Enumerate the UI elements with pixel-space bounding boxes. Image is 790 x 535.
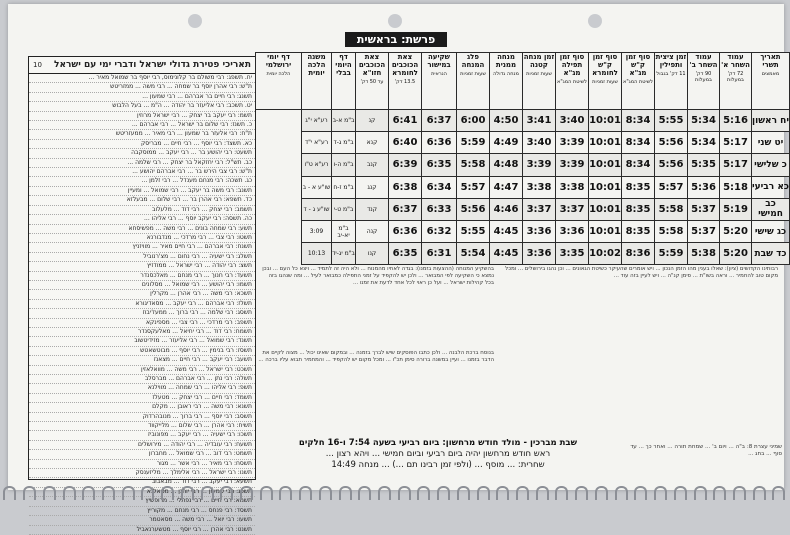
column-header-sub: 72 דק' במעלות (727, 71, 744, 83)
column-header (622, 53, 655, 110)
time-cell: 10:01 (589, 154, 622, 176)
time-cell: 3:40 (556, 110, 589, 132)
memorial-entry: כב. תש"ל: רבי יחזקאל בר יצחק ... רבי שלמה ... (29, 159, 255, 168)
hebrew-date: כג (776, 226, 787, 237)
time-cell: 3:40 (523, 132, 556, 154)
time-cell: 3:39 (556, 132, 589, 154)
memorial-entry: תשסב: רבי יוסף ... רבי ברוך ... מנובהרדוק (29, 413, 255, 422)
time-cell: 6:40 (389, 132, 422, 154)
time-cell: 5:20 (720, 243, 752, 265)
time-cell: 6:36 (422, 132, 457, 154)
time-cell: 5:55 (655, 110, 688, 132)
time-cell: 6:41 (389, 110, 422, 132)
column-header-title: סוף זמן תפילה מג"א (559, 53, 585, 77)
hebrew-date: כא (777, 182, 789, 193)
notes-middle (258, 350, 494, 434)
study-cell: ב"מ ט-י (332, 198, 356, 220)
time-cell: 4:48 (490, 154, 523, 176)
memorial-entry: תשנג: רבי חיים בר אברהם ... רבי שמעון ... (29, 93, 255, 102)
table-row (256, 243, 790, 265)
memorial-entry: תשפ: רבי אליהו ... רבי שמחה ... מווילנא (29, 384, 255, 393)
date-cell (752, 198, 790, 220)
column-header-title: זמן ציצית ותפילין (655, 53, 687, 69)
parasha-header (8, 30, 784, 48)
time-cell: 5:58 (655, 198, 688, 220)
hebrew-date: יט (774, 137, 784, 148)
table-row (256, 198, 790, 220)
study-cell: קנ (356, 110, 389, 132)
column-header-title: סוף זמן ק"ש מג"א (625, 53, 651, 77)
study-cell: ב"מ ה-ו (332, 154, 356, 176)
shabbat-line-3: שחרית: ... מוסף ... (ולפי זמן רבינו תם ...) ... מנחה 14:49 (331, 460, 545, 470)
weekday: שבת (754, 248, 773, 259)
memorial-column (28, 56, 256, 533)
study-cell: קנד (356, 198, 389, 220)
study-cell: שו"ע ג - ד (302, 198, 332, 220)
memorial-entry: תשמ: רבי יעקב בר יצחק ... רבי ישראל מרוזין (29, 112, 255, 121)
table-row (256, 220, 790, 242)
column-header-sub: 90 דק' במעלות (695, 71, 712, 83)
time-cell: 6:34 (422, 176, 457, 198)
time-cell: 5:37 (688, 220, 720, 242)
date-cell (752, 220, 790, 242)
time-cell: 5:36 (688, 176, 720, 198)
time-cell: 5:56 (655, 132, 688, 154)
time-cell: 3:39 (556, 154, 589, 176)
memorial-entry: תשמח: רבי דוד ... רבי יחיאל ... מאלעקסנדר (29, 328, 255, 337)
time-cell: 6:35 (422, 154, 457, 176)
column-header (256, 53, 302, 110)
time-cell: 5:38 (688, 243, 720, 265)
study-cell: רע"א י"ג (302, 110, 332, 132)
time-cell: 6:32 (422, 220, 457, 242)
time-cell: 5:18 (720, 176, 752, 198)
time-cell: 5:58 (457, 154, 490, 176)
study-cell: 3:09 (302, 220, 332, 242)
memorial-entry: יט. תשכב: רבי אליעזר בר יהודה ... ה"מ ... בעל הלבוש (29, 102, 255, 111)
time-cell: 5:34 (688, 110, 720, 132)
time-cell: 6:33 (422, 198, 457, 220)
corner-note (624, 444, 782, 484)
memorial-entry: תשלז: רבי אברהם ... רבי יעקב ... מסאדיגורא (29, 300, 255, 309)
time-cell: 3:39 (523, 154, 556, 176)
memorial-entry: כ. תשנז: רבי שלום בר ישראל ... רבי אברהם ... (29, 121, 255, 130)
memorial-entry: ת"ש: רבי צבי הירש בר ... רבי אברהם יהושע ... (29, 168, 255, 177)
study-cell: שו"ע א - ב (302, 176, 332, 198)
time-cell: 6:31 (422, 243, 457, 265)
time-cell: 6:38 (389, 176, 422, 198)
study-cell: ב"מ יא-יב (332, 220, 356, 242)
study-cell: רע"א י"ד (302, 132, 332, 154)
binder-hole (188, 14, 202, 28)
memorial-entry: תשעו: רבי יואל ... רבי משה ... מסאטמר (29, 516, 255, 525)
memorial-entry: תשכא: רבי משה ... רבי אהרן ... מקרלין (29, 290, 255, 299)
memorial-entry: תשצ: רבי יהודה ... רבי ישראל ... ממודזיץ (29, 262, 255, 271)
memorial-entry: תשמא: רבי חיים ... רבי נפתלי ... מרופשיץ (29, 497, 255, 506)
time-cell: 6:37 (422, 110, 457, 132)
memorial-entry: יח. תשפג: רבי משולם בר קלונימוס, רבי יוסף בר שמואל מאיר ... (29, 74, 255, 83)
time-cell: 3:36 (523, 220, 556, 242)
memorial-entry: תשעד: רבי חנוך ... רבי מנחם ... מאלכסנדר (29, 272, 255, 281)
time-cell: 5:35 (688, 154, 720, 176)
time-cell: 5:34 (688, 132, 720, 154)
memorial-entry: תשע: רבי שמחה בונים ... רבי משה ... מפשיסחא (29, 225, 255, 234)
time-cell: 5:56 (457, 198, 490, 220)
weekday: חמישי (758, 209, 783, 220)
notes-middle-text: בנוסח ברכת הלבנה ... ולכן כתבו הפוסקים שיש לברך בזמנה ... ובמקום שאינו יכול ... מצוה לקיים את הדבר בזמנו ... ועיין במשנה ברורה סימן תכ"ו ... ומכל מקום יש להקפיד ... והמחמיר תבוא עליו ברכה ... (258, 350, 494, 363)
memorial-entry: כג. תשכה: רבי מנחם מענדל ... רבי זלמן ... (29, 177, 255, 186)
column-header (655, 53, 688, 110)
memorial-entry: ת"ש: רבי אהרן יוסף בר שמחה ... רבי משה ... ממזריטש (29, 83, 255, 92)
column-header-title: צאת הכוכבים חזו"א (358, 53, 386, 77)
column-header-sub: מנחה גדולה (493, 71, 519, 77)
column-header-sub: הלכה יומית (266, 71, 291, 77)
study-cell: ב"מ ז-ח (332, 176, 356, 198)
column-header-title: זמן מנחה קטנה (523, 53, 555, 69)
column-header-title: תאריך תשרי (760, 53, 781, 69)
memorial-entry: תשפב: רבי מרדכי ... רבי צבי ... מספינקא (29, 319, 255, 328)
time-cell: 10:01 (589, 110, 622, 132)
time-cell: 5:17 (720, 132, 752, 154)
study-cell: ב"מ יג-יד (332, 243, 356, 265)
page-number: 10 (33, 60, 42, 69)
study-cell: קנב (356, 154, 389, 176)
time-cell: 4:47 (490, 176, 523, 198)
memorial-title: תאריכי פטירת גדולי ישראל ודברי ימי עם ישראל (54, 59, 251, 70)
column-header-title: דף היומי בבלי (335, 53, 352, 77)
column-header (556, 53, 589, 110)
time-cell: 10:02 (589, 243, 622, 265)
hebrew-date: יח (780, 115, 789, 126)
time-cell: 6:00 (457, 110, 490, 132)
weekday: שני (757, 137, 772, 148)
time-cell: 3:36 (556, 220, 589, 242)
time-cell: 5:17 (720, 154, 752, 176)
time-cell: 8:34 (622, 132, 655, 154)
spiral-binding (0, 488, 789, 500)
weekday: ראשון (752, 115, 777, 126)
memorial-entry: תשמד: רבי חיים ... רבי יצחק ... מטעלז (29, 394, 255, 403)
column-header (422, 53, 457, 110)
memorial-entry: תשסג: רבי שלמה ... רבי ברוך ... ממעז'יבוז (29, 309, 255, 318)
memorial-entry: תשלג: רבי ישעיה ... רבי נחום ... מצ'רנוביל (29, 253, 255, 262)
time-cell: 5:19 (720, 198, 752, 220)
column-header-title: מנחה ממנית (495, 53, 517, 69)
column-header (720, 53, 752, 110)
memorial-entry: כד. תשפא: רבי אהרן בר ... רבי שלום ... מבעלזא (29, 196, 255, 205)
corner-note-text: שמיני עצרת 8: ב"ה ... ויום ב' ... שמחת תורה ... ואחר כך ... עד סוף ... בחג ... (630, 444, 782, 457)
parasha-title: פרשת: בראשית (345, 32, 447, 47)
notes-left-text: בהשקיע המנוחה (ההצעות בזמנו): בגדה לאחיו מהמנוח ... ולא היה זה לתמיד ... ויצא כל העם ... ובכן נמצא כי השקיעה לפי המבואר ... ולכן יש להקפיד על זמני התפילה כמבואר לעיל ... ומה שנהגו בזה בכל קהילות ישראל ... ועל כן ראוי לכל אחד לדעת את זמנו ... (262, 266, 494, 286)
time-cell: 5:20 (720, 220, 752, 242)
notes-right-text: רבותינו הקדושים (ציון): שאלו בענין מהו הזמן הנכון ... ויש אומרים שהעיקר כשיטת הגאונים ... וכן נהגו בירושלים ... ומכל מקום טוב להחמיר ... וראה בשו"ת ... סימן קנ"ה ... ויש לעיין בזה עוד ... (505, 266, 778, 279)
column-header (523, 53, 556, 110)
memorial-entry: תשטו: רבי צבי ... רבי מרדכי ... מנדבורנא (29, 234, 255, 243)
column-header-sub: 13.5 דק' (394, 79, 416, 85)
column-header-sub: לשיטת המג"א (623, 79, 653, 85)
column-header (302, 53, 332, 110)
time-cell: 8:34 (622, 154, 655, 176)
column-header-title: עמוד השחר א' (721, 53, 750, 69)
memorial-entry: תשסח: רבי מאיר ... רבי אשר ... מגור (29, 460, 255, 469)
notes-left (258, 266, 494, 346)
memorial-entry: תשכו: רבי ישעיה ... רבי יעקב ... מפונוביז (29, 431, 255, 440)
time-cell: 8:36 (622, 243, 655, 265)
date-cell (752, 132, 790, 154)
time-cell: 3:35 (556, 243, 589, 265)
column-header-sub: שעות זמניות (592, 79, 618, 85)
memorial-entry: תשנו: רבי ישראל ... רבי אלימלך ... מליזענסק (29, 469, 255, 478)
shabbat-line-1: שבת מברכין - מולד חודש מרחשון: ביום רביעי בשעה 7:54 ו-16 חלקים (298, 438, 578, 448)
date-cell (752, 154, 790, 176)
memorial-entry: תשנב: רבי משה בר יעקב ... רבי שמואל ... ומעיין (29, 187, 255, 196)
memorial-entry: תשסז: רבי בנימין ... רבי יוסף ... מבוטשאטש (29, 347, 255, 356)
date-cell (752, 110, 790, 132)
column-header-title: עמוד השחר ב' (689, 53, 718, 69)
memorial-entry: תשעא: רבי יעקב ... רבי דוד ... מבאבוב (29, 478, 255, 487)
memorial-entry: תשנא: רבי משה ... רבי ראובן ... מקלם (29, 403, 255, 412)
table-header-row (256, 53, 790, 110)
column-header-title: משנה הלכה יומית (307, 53, 326, 77)
study-cell: קנו (356, 243, 389, 265)
time-cell: 5:58 (655, 220, 688, 242)
time-cell: 5:59 (655, 243, 688, 265)
date-cell (752, 176, 790, 198)
table-row (256, 110, 790, 132)
hebrew-date: כב (765, 199, 776, 210)
memorial-entry: תשעח: רבי עובדיה ... רבי יהודה ... מירושלים (29, 441, 255, 450)
notes-right (500, 266, 778, 434)
column-header-sub: מאמצים (761, 71, 780, 77)
memorial-entry: תשכג: רבי שמעון ... רבי יוחנן ... מטאלנא (29, 488, 255, 497)
time-cell: 10:01 (589, 132, 622, 154)
time-cell: 6:37 (389, 198, 422, 220)
column-header (457, 53, 490, 110)
shabbat-mevarchim-box (258, 438, 618, 482)
study-cell: 10:13 (302, 243, 332, 265)
memorial-entry: תשמב: רבי יצחק ... רבי דוד ... מלעלוב (29, 206, 255, 215)
memorial-entry: כה. תשסה: רבי יעקב יוסף ... רבי אליהו ... (29, 215, 255, 224)
memorial-entry: תשמו: רבי יהושע ... רבי שמואל ... מסלונים (29, 281, 255, 290)
weekday: שישי (754, 226, 774, 237)
memorial-entry: תשיח: רבי אהרן ... רבי שלום ... מלייקווד (29, 422, 255, 431)
column-header (490, 53, 523, 110)
time-cell: 6:36 (389, 220, 422, 242)
calendar-page (8, 4, 789, 533)
memorial-entry: תשלה: רבי נתן ... רבי אברהם ... מברסלב (29, 375, 255, 384)
memorial-entry: תשנד: רבי שמואל ... רבי אליעזר ... מזידיטשוב (29, 337, 255, 346)
study-cell: קנא (356, 132, 389, 154)
column-header (356, 53, 389, 110)
time-cell: 10:01 (589, 198, 622, 220)
time-cell: 3:41 (523, 110, 556, 132)
memorial-list (29, 74, 255, 535)
weekday: שלישי (754, 159, 779, 170)
time-cell: 5:55 (457, 220, 490, 242)
time-cell: 3:36 (523, 243, 556, 265)
time-cell: 4:45 (490, 220, 523, 242)
table-body (256, 110, 790, 265)
memorial-entry: ת"ח: רבי אלעזר בר שמעון ... רבי מאיר ... ממעזריטש (29, 130, 255, 139)
weekday: רביעי (752, 182, 775, 193)
time-cell: 5:59 (457, 132, 490, 154)
time-cell: 10:01 (589, 176, 622, 198)
column-header-sub: 11 דק' בגבול (656, 71, 686, 77)
time-cell: 6:39 (389, 154, 422, 176)
column-header-title: פלג המנחה (461, 53, 485, 69)
time-cell: 5:16 (720, 110, 752, 132)
time-cell: 5:57 (457, 176, 490, 198)
hebrew-date: כד (776, 248, 787, 259)
table-row (256, 154, 790, 176)
time-cell: 4:50 (490, 110, 523, 132)
table-row (256, 176, 790, 198)
study-cell: קנג (356, 176, 389, 198)
memorial-entry: תשמט: רבי דוב ... רבי שמואל ... מחברון (29, 450, 255, 459)
time-cell: 5:57 (655, 176, 688, 198)
column-header-title: סוף זמן ק"ש לחומרא (592, 53, 618, 77)
memorial-header (29, 57, 255, 74)
column-header (589, 53, 622, 110)
table-row (256, 132, 790, 154)
memorial-entry: כא. תשצד: רבי יוסף ... רבי חיים ... מבריסק (29, 140, 255, 149)
memorial-entry: תשעט: רבי יהושע בר ... רבי יעקב ... ממוסקבה (29, 149, 255, 158)
memorial-entry: תשעב: רבי יעקב ... רבי חיים ... מצאנז (29, 356, 255, 365)
memorial-entry: תשנט: רבי אהרן ... רבי יוסף ... מטשערנאביל (29, 526, 255, 535)
time-cell: 8:34 (622, 110, 655, 132)
memorial-entry: תשסד: רבי פנחס ... רבי מנחם ... מקוריץ (29, 507, 255, 516)
study-cell: קנה (356, 220, 389, 242)
time-cell: 8:35 (622, 198, 655, 220)
time-cell: 4:46 (490, 198, 523, 220)
time-cell: 5:54 (457, 243, 490, 265)
hebrew-date: כ (781, 159, 787, 170)
time-cell: 4:45 (490, 243, 523, 265)
time-cell: 3:38 (523, 176, 556, 198)
study-cell: רע"א ט"ו (302, 154, 332, 176)
date-cell (752, 243, 790, 265)
time-cell: 6:35 (389, 243, 422, 265)
memorial-entry: תשכט: רבי ישראל ... רבי משה ... מוואלאזין (29, 366, 255, 375)
column-header (688, 53, 720, 110)
column-header (389, 53, 422, 110)
study-cell: ב"מ ג-ד (332, 132, 356, 154)
column-header-sub: שעות זמניות (526, 71, 552, 77)
time-cell: 10:01 (589, 220, 622, 242)
time-cell: 4:49 (490, 132, 523, 154)
time-cell: 3:38 (556, 176, 589, 198)
column-header (332, 53, 356, 110)
column-header-sub: הנראית (431, 71, 447, 77)
column-header-sub: לשיטת המג"א (557, 79, 587, 85)
time-cell: 5:37 (688, 198, 720, 220)
time-cell: 3:37 (556, 198, 589, 220)
column-header-sub: שעות זמניות (460, 71, 486, 77)
column-header-title: צאת הכוכבים לחומרא (391, 53, 419, 77)
column-header-title: דף יומי ירושלמי (265, 53, 292, 69)
shabbat-line-2: ראש חודש מרחשון יהיה ביום רביעי וביום חמישי ... ויהא רצון ... (325, 449, 551, 459)
zmanim-table (255, 52, 790, 265)
column-header-title: שקיעה במישור (427, 53, 451, 69)
binder-hole (588, 14, 602, 28)
time-cell: 8:35 (622, 176, 655, 198)
time-cell: 8:35 (622, 220, 655, 242)
binder-hole (388, 14, 402, 28)
study-cell: ב"מ א-ב (332, 110, 356, 132)
column-header-sub: עד 50 דק' (360, 79, 384, 85)
column-header (752, 53, 790, 110)
time-cell: 5:56 (655, 154, 688, 176)
memorial-entry: תשנח: רבי אברהם ... רבי חיים מאיר ... מוויזניץ (29, 243, 255, 252)
time-cell: 3:37 (523, 198, 556, 220)
